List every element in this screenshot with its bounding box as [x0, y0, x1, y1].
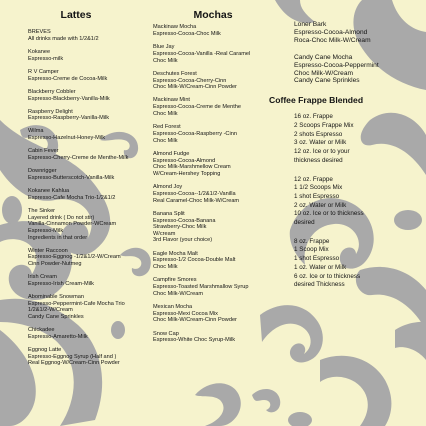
mochas-item-ingredients: Espresso-Cocoa-Choc Milk: [153, 30, 221, 37]
mochas-item-ingredients: Espresso-Cocoa--1/2&1/2-Vanilla: [153, 190, 236, 197]
lattes-item-name: Winter Raccoon: [28, 247, 68, 254]
mochas-item-ingredients: Espresso-Cocoa-Vanilla -Real Caramel: [153, 50, 251, 57]
lattes-item: [28, 89, 146, 102]
mochas-item: [153, 277, 273, 297]
lattes-item-ingredients: Espresso-Irish Cream-Milk: [28, 280, 94, 287]
lattes-item-ingredients: Espresso-Raspberry-Vanilla-Milk: [28, 115, 110, 122]
lattes-item-name: BREVES: [28, 29, 51, 35]
lattes-item-ingredients: Ingredients in that order: [28, 234, 88, 241]
lattes-item-name: The Sinker: [28, 207, 56, 214]
frappe-recipe-line: 1 shot Espresso: [294, 255, 340, 263]
frappe-recipe-line: 12 oz. Ice or to your: [294, 148, 350, 156]
lattes-item-name: Kokanee Kahlua: [28, 188, 70, 194]
mochas-item-ingredients: Choc Milk-W/Cream-Cinn Powder: [153, 84, 237, 91]
lattes-item-ingredients: Espresso-Cherry-Creme de Menthe-Milk: [28, 155, 129, 162]
lattes-item-name: Abominable Snowman: [28, 293, 84, 300]
lattes-item-name: R V Camper: [28, 68, 59, 75]
frappe-recipe-line: 1 shot Espresso: [294, 192, 340, 200]
mochas-item-name: Mackinaw Mint: [153, 97, 190, 104]
mochas-item: [153, 304, 273, 324]
lattes-item-ingredients: Espresso-Blackberry-Vanilla-Milk: [28, 95, 110, 102]
lattes-item-ingredients: Real Eggnog-W/Cream-Cinn Powder: [28, 360, 120, 367]
special-item-ingredients: Roca-Choc Milk-W/Cream: [294, 36, 371, 44]
lattes-item-name: Downrigger: [28, 168, 57, 175]
lattes-item-ingredients: Espresso-Eggnog Syrup (Half and ): [28, 353, 117, 360]
lattes-column: [28, 0, 146, 373]
mochas-item-ingredients: Choc Milk: [153, 264, 178, 271]
lattes-item-name: Raspberry Delight: [28, 108, 73, 115]
mochas-item: [153, 124, 273, 144]
lattes-item-ingredients: Espresso-Amaretto-Milk: [28, 333, 88, 340]
mochas-item-ingredients: Espresso-Mexi Cocoa Mix: [153, 310, 218, 317]
mochas-item-name: Mackinaw Mocha: [153, 24, 197, 30]
lattes-item-name: Wilma: [28, 128, 44, 135]
mochas-item-ingredients: Espresso-Cocoa-Almond: [153, 157, 216, 164]
mochas-item-ingredients: Espresso-Toasted Marshmallow Syrup: [153, 284, 249, 291]
mochas-item-ingredients: Espresso-1/2 Cocoa-Double Malt: [153, 257, 236, 264]
mochas-item-ingredients: Choc Milk: [153, 110, 178, 117]
special-item-name: Loner Bark: [294, 21, 327, 28]
lattes-item: [28, 248, 146, 268]
lattes-item-name: Eggnog Latte: [28, 346, 62, 353]
lattes-item-ingredients: Espresso-Milk: [28, 227, 64, 234]
mochas-item-ingredients: Strawberry-Choc Milk: [153, 224, 207, 231]
frappe-recipe-line: 12 oz. Frappe: [294, 175, 333, 183]
lattes-item-ingredients: All drinks made with 1/2&1/2: [28, 35, 99, 42]
frappe-recipe-line: desired: [294, 219, 315, 227]
mochas-item: [153, 211, 273, 244]
lattes-item-ingredients: Vanilla-Cinnamon Powder-WCream: [28, 221, 117, 228]
frappe-section-title: Coffee Frappe Blended: [269, 95, 364, 106]
lattes-item-ingredients: Espresso-Cafe Mocha Trio-1/2&1/2: [28, 194, 116, 201]
mochas-item-name: Red Forest: [153, 124, 181, 131]
mochas-item-name: Banana Split: [153, 210, 185, 217]
lattes-item-ingredients: Espresso-Butterscotch-Vanilla-Milk: [28, 175, 115, 182]
lattes-item: [28, 294, 146, 321]
frappe-recipe-line: 3 oz. Water or Milk: [294, 139, 347, 147]
mochas-item-ingredients: 3rd Flavor (your choice): [153, 237, 213, 244]
special-item-ingredients: Espresso-Cocoa-Almond: [294, 28, 368, 36]
frappe-recipe-line: 2 shots Espresso: [294, 130, 343, 138]
mochas-item-name: Almond Fudge: [153, 150, 190, 157]
mochas-item-name: Snow Cap: [153, 330, 179, 337]
lattes-item: [28, 128, 146, 141]
lattes-item: [28, 347, 146, 367]
mochas-item: [153, 184, 273, 204]
frappe-recipe-line: 1 Scoop Mix: [294, 246, 329, 254]
mochas-item-name: Campfire Smores: [153, 277, 197, 284]
mochas-item-ingredients: Espresso-Cocoa-Raspberry -Cinn: [153, 130, 237, 137]
lattes-item-ingredients: Espresso-Eggnog -1/2&1/2-W/Cream: [28, 254, 121, 261]
mochas-item-ingredients: Choc Milk-W/Cream: [153, 290, 204, 297]
lattes-item-name: Cabin Fever: [28, 148, 59, 155]
specials-and-frappe-column: [269, 0, 420, 300]
lattes-item: [28, 49, 146, 62]
mochas-item-ingredients: Espresso-Cocoa-Cherry-Cinn: [153, 77, 227, 84]
lattes-item-name: Blackberry Cobbler: [28, 88, 76, 95]
frappe-recipe: [294, 113, 420, 165]
mochas-item-name: Deschutes Forest: [153, 70, 197, 77]
special-item-ingredients: Candy Cane Sprinkles: [294, 77, 360, 85]
special-item-ingredients: Espresso-Cocoa-Peppermint: [294, 61, 379, 69]
mochas-item: [153, 24, 273, 37]
frappe-recipe-line: 8 oz. Frappe: [294, 237, 330, 245]
lattes-item-ingredients: 1/2&1/2-W/Cream: [28, 307, 73, 314]
frappe-recipe-line: 6 oz. Ice or to thickness: [294, 272, 361, 280]
frappe-recipe-line: thickness desired: [294, 156, 343, 164]
mochas-item-ingredients: Choc Milk-Marshmellow Cream: [153, 164, 231, 171]
lattes-item-ingredients: Candy Cane Sprinkles: [28, 313, 84, 320]
mochas-item-ingredients: Real Caramel-Choc Milk-W/Cream: [153, 197, 240, 204]
mochas-item-ingredients: Choc Milk-W/Cream-Cinn Powder: [153, 317, 237, 324]
frappe-recipe-line: 2 oz. Water or Milk: [294, 201, 347, 209]
mochas-item: [153, 97, 273, 117]
mochas-item: [153, 71, 273, 91]
mochas-item: [153, 331, 273, 344]
mochas-item-ingredients: Choc Milk: [153, 137, 178, 144]
mochas-item-name: Eagle Mocha Malt: [153, 250, 198, 257]
lattes-item: [28, 29, 146, 42]
mochas-item-name: Mexican Mocha: [153, 303, 193, 310]
lattes-item: [28, 274, 146, 287]
mochas-item-name: Blue Jay: [153, 44, 175, 51]
lattes-item: [28, 188, 146, 201]
mochas-column: [153, 0, 273, 351]
lattes-item: [28, 208, 146, 241]
frappe-recipe-line: 1 1/2 Scoops Mix: [294, 184, 343, 192]
lattes-item: [28, 109, 146, 122]
mochas-item-ingredients: Espresso-Cocoa-Banana: [153, 217, 216, 224]
lattes-item: [28, 168, 146, 181]
special-item-ingredients: Choc Milk-W/Cream: [294, 69, 353, 77]
mochas-item: [153, 44, 273, 64]
lattes-item-ingredients: Espresso-Peppermint-Cafe Mocha Trio: [28, 300, 125, 307]
lattes-item-ingredients: Layered drink ( Do not stir): [28, 214, 95, 221]
frappe-recipe-line: 16 oz. Frappe: [294, 113, 333, 121]
frappe-recipe-line: 2 Scoops Frappe Mix: [294, 122, 354, 130]
lattes-item: [28, 327, 146, 340]
special-item-name: Candy Cane Mocha: [294, 53, 353, 61]
lattes-item-ingredients: Espresso-milk: [28, 55, 64, 62]
mochas-item-ingredients: Espresso-Cocoa-Creme de Menthe: [153, 104, 241, 111]
lattes-item-ingredients: Espresso-Creme de Cocoa-Milk: [28, 75, 108, 82]
mochas-title: Mochas: [193, 9, 233, 21]
lattes-item-name: Irish Cream: [28, 274, 57, 280]
mochas-item: [153, 151, 273, 178]
mochas-item-ingredients: W/cream: [153, 230, 176, 237]
mochas-item-name: Almond Joy: [153, 184, 183, 191]
special-item: [294, 54, 420, 86]
lattes-item-name: Kokanee: [28, 48, 51, 55]
lattes-item: [28, 69, 146, 82]
frappe-recipe-line: 1 oz. Water or Milk: [294, 263, 347, 271]
frappe-recipe: [294, 238, 420, 290]
mochas-item-ingredients: W/Cream-Hershey Topping: [153, 170, 221, 177]
lattes-item-ingredients: Cinn Powder-Nutmeg: [28, 261, 82, 268]
lattes-title: Lattes: [60, 9, 92, 21]
frappe-recipe: [294, 176, 420, 228]
mochas-item-ingredients: Choc Milk: [153, 57, 178, 64]
mochas-item: [153, 251, 273, 271]
frappe-recipe-line: 10 oz. Ice or to thickness: [294, 210, 364, 218]
frappe-recipe-line: desired Thickness: [294, 281, 345, 289]
special-item: [294, 21, 420, 45]
lattes-item-ingredients: Espresso-Hazelnut-Honey-Milk: [28, 135, 106, 142]
mochas-item-ingredients: Espresso-White Choc Syrup-Milk: [153, 337, 236, 344]
lattes-item: [28, 148, 146, 161]
lattes-item-name: Chickadee: [28, 326, 55, 333]
